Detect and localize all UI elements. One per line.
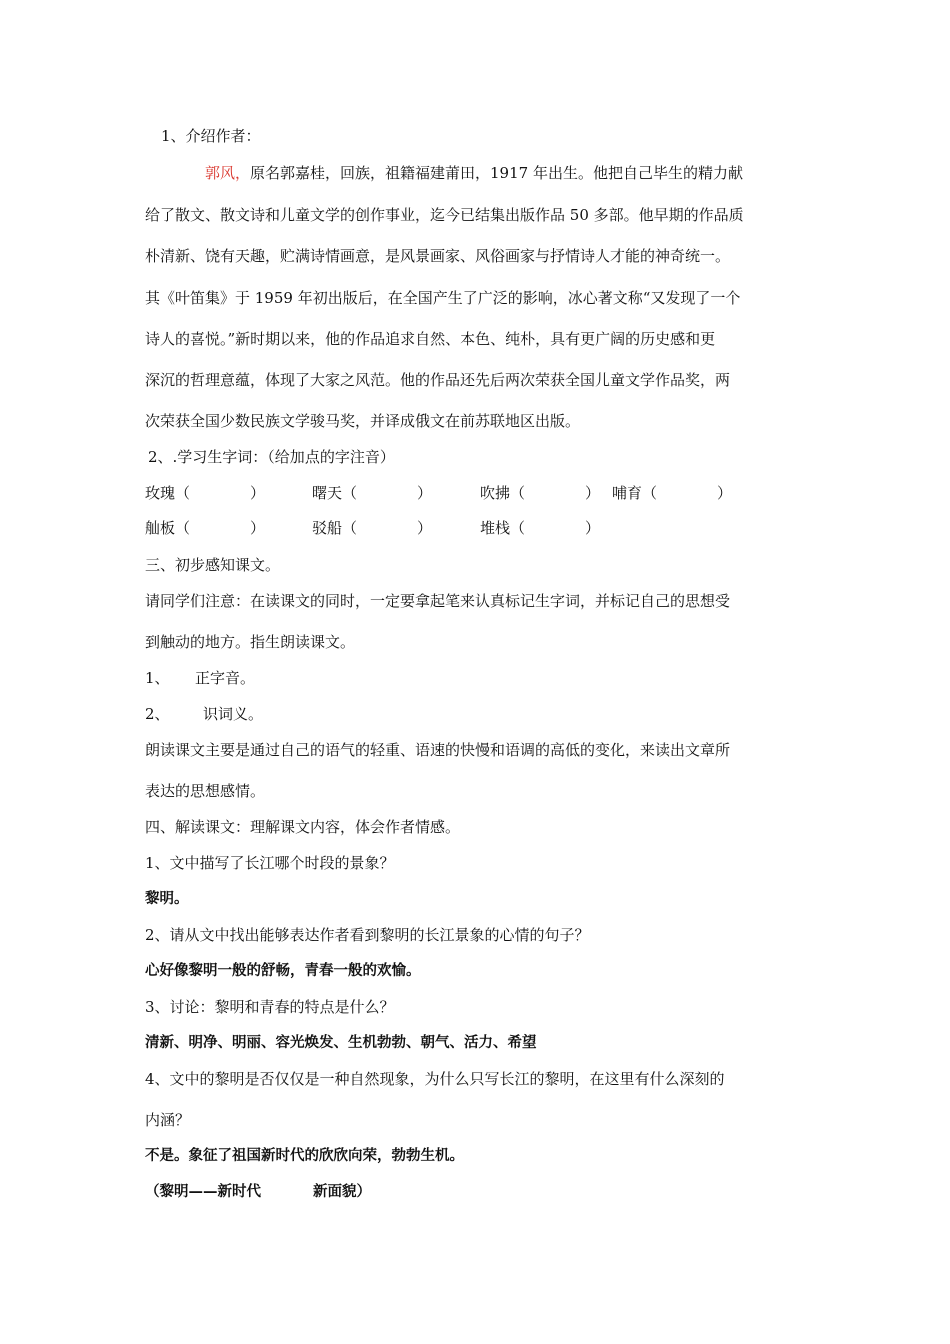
reading-guidance-line: 朗读课文主要是通过自己的语气的轻重、语速的快慢和语调的高低的变化，来读出文章所 (145, 741, 731, 759)
author-bio-line: 次荣获全国少数民族文学骏马奖，并译成俄文在前苏联地区出版。 (145, 412, 581, 430)
author-bio-line: 诗人的喜悦。”新时期以来，他的作品追求自然、本色、纯朴，具有更广阔的历史感和更 (145, 330, 716, 348)
author-bio-text: 原名郭嘉桂，回族，祖籍福建莆田，1917 年出生。他把自己毕生的精力献 (250, 164, 743, 182)
question: 2、请从文中找出能够表达作者看到黎明的长江景象的心情的句子？ (145, 926, 590, 944)
section-heading-author: 1、介绍作者： (161, 127, 261, 145)
author-bio-first-line (205, 163, 743, 183)
section-heading-first-reading: 三、初步感知课文。 (145, 556, 281, 574)
answer: 黎明。 (145, 891, 189, 907)
step-number: 2、 (145, 705, 170, 723)
vocab-item: 驳船（ ） (312, 519, 433, 537)
answer-note: （黎明——新时代 (145, 1184, 261, 1200)
vocab-item: 舢板（ ） (145, 519, 266, 537)
author-bio-line: 其《叶笛集》于 1959 年初出版后，在全国产生了广泛的影响，冰心著文称“又发现了一个 (145, 289, 741, 307)
author-bio-line: 给了散文、散文诗和儿童文学的创作事业，迄今已结集出版作品 50 多部。他早期的作品质 (145, 206, 744, 224)
vocab-item: 玫瑰（ ） (145, 484, 266, 502)
author-bio-line: 朴清新、饶有天趣，贮满诗情画意，是风景画家、风俗画家与抒情诗人才能的神奇统一。 (145, 247, 731, 265)
answer: 心好像黎明一般的舒畅，青春一般的欢愉。 (145, 963, 421, 979)
question: 4、文中的黎明是否仅仅是一种自然现象，为什么只写长江的黎明，在这里有什么深刻的 (145, 1070, 725, 1088)
question: 内涵？ (145, 1111, 191, 1129)
reading-instruction-line: 请同学们注意：在读课文的同时，一定要拿起笔来认真标记生字词，并标记自己的思想受 (145, 592, 731, 610)
reading-instruction-line: 到触动的地方。指生朗读课文。 (145, 633, 356, 651)
step-number: 1、 (145, 669, 170, 687)
section-heading-interpretation: 四、解读课文：理解课文内容，体会作者情感。 (145, 818, 461, 836)
author-bio-line: 深沉的哲理意蕴，体现了大家之风范。他的作品还先后两次荣获全国儿童文学作品奖，两 (145, 371, 731, 389)
vocab-item: 哺育（ ） (612, 484, 733, 502)
vocab-item: 堆栈（ ） (480, 519, 601, 537)
question: 3、讨论：黎明和青春的特点是什么？ (145, 998, 395, 1016)
step-text: 正字音。 (195, 669, 256, 687)
section-heading-vocab: 2、.学习生字词：（给加点的字注音） (148, 448, 395, 466)
step-text: 识词义。 (203, 705, 264, 723)
vocab-item: 吹拂（ ） (480, 484, 601, 502)
question: 1、文中描写了长江哪个时段的景象？ (145, 854, 395, 872)
answer-note: 新面貌） (313, 1184, 371, 1200)
vocab-item: 曙天（ ） (312, 484, 433, 502)
author-name: 郭风， (205, 164, 251, 182)
answer: 清新、明净、明丽、容光焕发、生机勃勃、朝气、活力、希望 (145, 1035, 537, 1051)
reading-guidance-line: 表达的思想感情。 (145, 782, 266, 800)
answer: 不是。象征了祖国新时代的欣欣向荣，勃勃生机。 (145, 1148, 464, 1164)
